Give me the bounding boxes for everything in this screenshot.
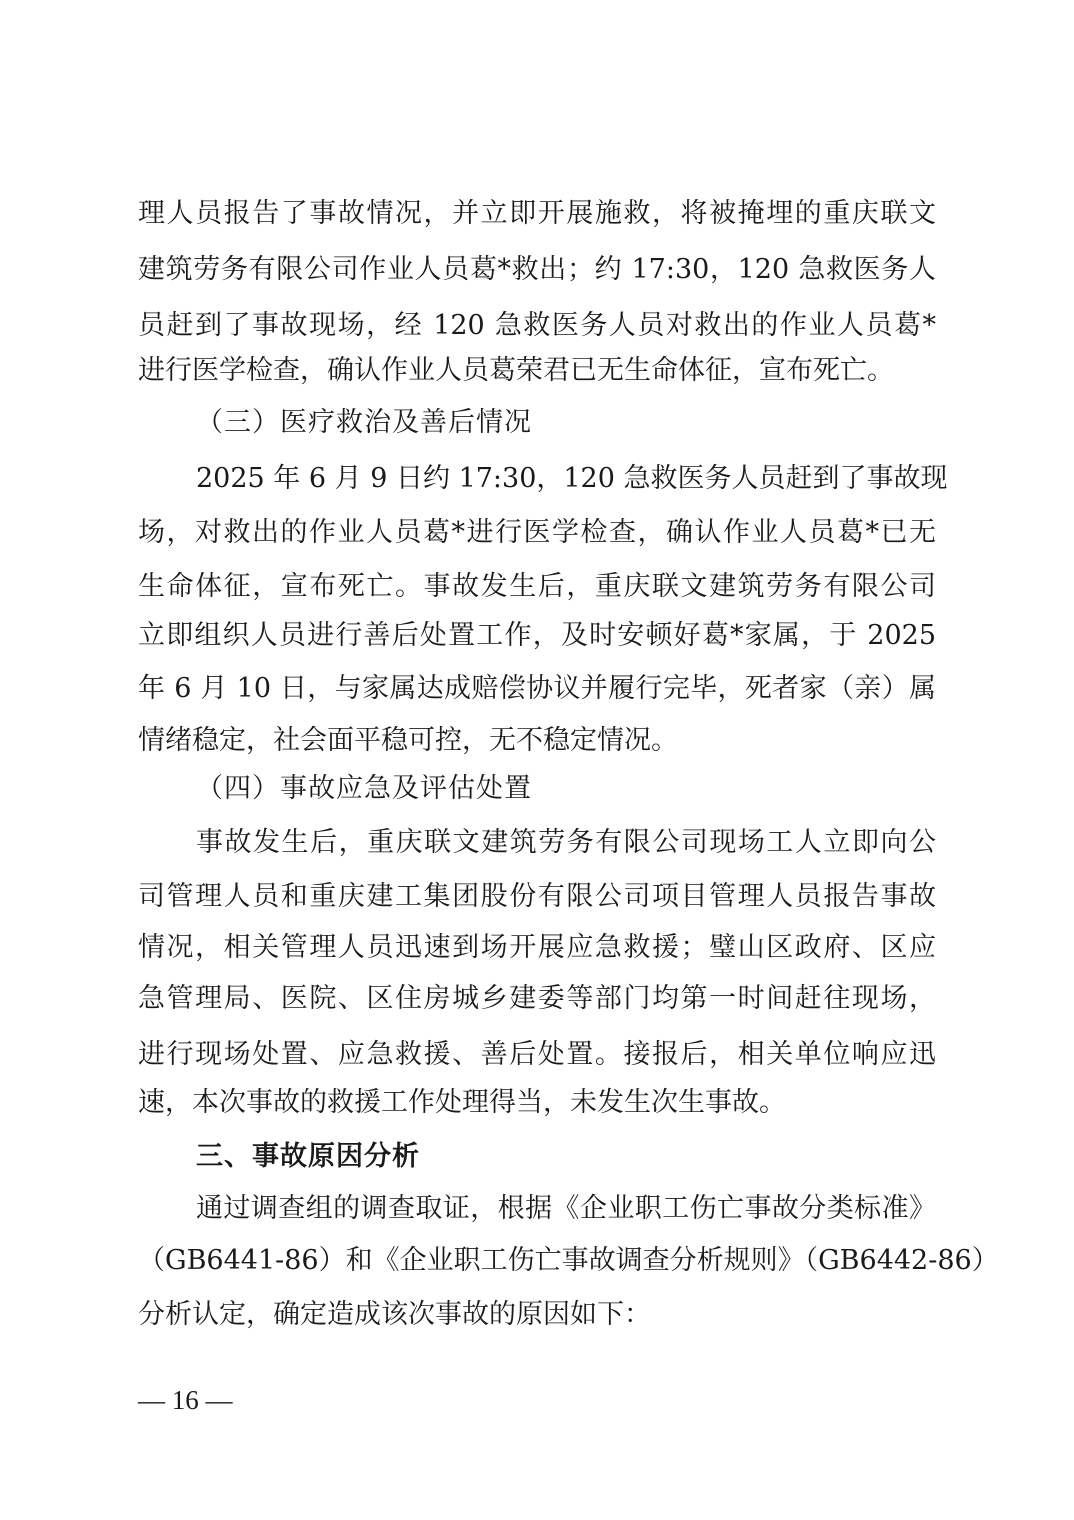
body-text-line: 年 6 月 10 日，与家属达成赔偿协议并履行完毕，死者家（亲）属 <box>138 673 936 704</box>
body-text-line: 场，对救出的作业人员葛*进行医学检查，确认作业人员葛*已无 <box>138 517 936 548</box>
body-text-line: 进行现场处置、应急救援、善后处置。接报后，相关单位响应迅 <box>138 1039 936 1070</box>
paragraph-first-line: 事故发生后，重庆联文建筑劳务有限公司现场工人立即向公 <box>196 827 936 858</box>
section-heading-4: （四）事故应急及评估处置 <box>196 773 532 804</box>
section-heading-3: （三）医疗救治及善后情况 <box>196 407 532 438</box>
body-text-line: 急管理局、医院、区住房城乡建委等部门均第一时间赶往现场， <box>138 983 936 1014</box>
page-number: — 16 — <box>138 1385 233 1415</box>
body-text-line: 进行医学检查，确认作业人员葛荣君已无生命体征，宣布死亡。 <box>138 355 894 386</box>
body-text-line: 立即组织人员进行善后处置工作，及时安顿好葛*家属，于 2025 <box>138 620 936 651</box>
paragraph-first-line: 2025 年 6 月 9 日约 17:30，120 急救医务人员赶到了事故现 <box>196 463 948 494</box>
paragraph-first-line: 通过调查组的调查取证，根据《企业职工伤亡事故分类标准》 <box>196 1193 936 1224</box>
chapter-heading: 三、事故原因分析 <box>196 1141 420 1172</box>
body-text-line: 员赶到了事故现场，经 120 急救医务人员对救出的作业人员葛* <box>138 310 936 341</box>
body-text-line: 理人员报告了事故情况，并立即开展施救，将被掩埋的重庆联文 <box>138 198 936 229</box>
body-text-line: （GB6441-86）和《企业职工伤亡事故调查分析规则》（GB6442-86） <box>138 1245 999 1276</box>
body-text-line: 情况，相关管理人员迅速到场开展应急救援；璧山区政府、区应 <box>138 932 936 963</box>
body-text-line: 速，本次事故的救援工作处理得当，未发生次生事故。 <box>138 1087 786 1118</box>
body-text-line: 分析认定，确定造成该次事故的原因如下： <box>138 1299 651 1330</box>
body-text-line: 建筑劳务有限公司作业人员葛*救出；约 17:30，120 急救医务人 <box>138 254 936 285</box>
body-text-line: 生命体征，宣布死亡。事故发生后，重庆联文建筑劳务有限公司 <box>138 571 936 602</box>
body-text-line: 司管理人员和重庆建工集团股份有限公司项目管理人员报告事故 <box>138 881 936 912</box>
body-text-line: 情绪稳定，社会面平稳可控，无不稳定情况。 <box>138 725 678 756</box>
